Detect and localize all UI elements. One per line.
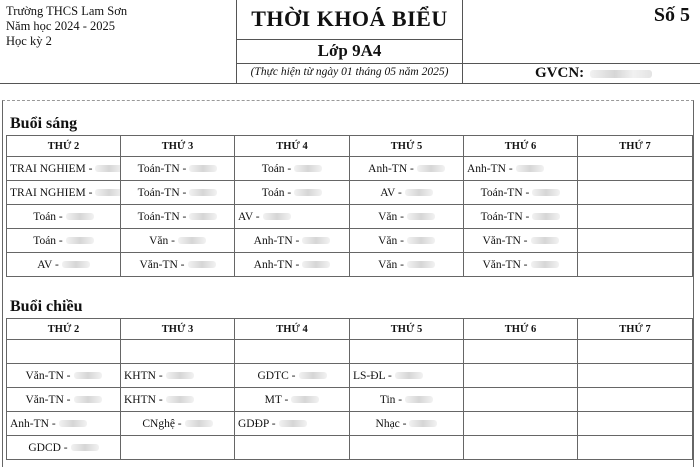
lesson-cell: Toán-TN - xyxy=(464,181,578,205)
lesson-cell: AV - xyxy=(350,181,464,205)
lesson-cell: TRAI NGHIEM - xyxy=(7,181,121,205)
day-header: THỨ 6 xyxy=(464,136,578,157)
afternoon-table xyxy=(6,318,693,460)
day-header: THỨ 2 xyxy=(7,136,121,157)
lesson-cell xyxy=(464,436,578,460)
lesson-cell: Văn-TN - xyxy=(464,229,578,253)
lesson-cell: Nhạc - xyxy=(350,412,464,436)
lesson-cell xyxy=(464,364,578,388)
lesson-cell xyxy=(578,340,693,364)
day-header: THỨ 4 xyxy=(235,136,350,157)
morning-session-label: Buổi sáng xyxy=(10,115,78,132)
lesson-cell: Toán - xyxy=(235,157,350,181)
afternoon-session-label: Buổi chiều xyxy=(10,298,83,315)
day-header: THỨ 7 xyxy=(578,319,693,340)
table-row xyxy=(7,157,693,181)
table-row xyxy=(7,436,693,460)
lesson-cell: Toán - xyxy=(235,181,350,205)
lesson-cell: LS-ĐL - xyxy=(350,364,464,388)
day-header: THỨ 7 xyxy=(578,136,693,157)
lesson-cell xyxy=(7,340,121,364)
table-row xyxy=(7,181,693,205)
lesson-cell: Toán-TN - xyxy=(121,205,235,229)
lesson-cell: AV - xyxy=(235,205,350,229)
homeroom-teacher xyxy=(535,65,652,82)
lesson-cell xyxy=(578,181,693,205)
lesson-cell xyxy=(464,412,578,436)
lesson-cell: CNghệ - xyxy=(121,412,235,436)
timetable-meta xyxy=(463,0,700,84)
day-header: THỨ 6 xyxy=(464,319,578,340)
lesson-cell: Tin - xyxy=(350,388,464,412)
redacted-name xyxy=(590,70,652,78)
lesson-cell: MT - xyxy=(235,388,350,412)
lesson-cell xyxy=(578,205,693,229)
lesson-cell: Văn-TN - xyxy=(121,253,235,277)
lesson-cell: Anh-TN - xyxy=(464,157,578,181)
table-row xyxy=(7,229,693,253)
lesson-cell: AV - xyxy=(7,253,121,277)
lesson-cell: Toán-TN - xyxy=(464,205,578,229)
lesson-cell: Anh-TN - xyxy=(7,412,121,436)
lesson-cell xyxy=(350,340,464,364)
lesson-cell: Văn - xyxy=(121,229,235,253)
morning-table xyxy=(6,135,693,277)
morning-header-row xyxy=(7,136,693,157)
lesson-cell: Văn-TN - xyxy=(7,388,121,412)
timetable-number: Số 5 xyxy=(653,4,690,26)
table-row xyxy=(7,388,693,412)
lesson-cell: Văn - xyxy=(350,205,464,229)
lesson-cell: Toán-TN - xyxy=(121,181,235,205)
lesson-cell xyxy=(464,340,578,364)
lesson-cell: Văn - xyxy=(350,229,464,253)
lesson-cell xyxy=(578,436,693,460)
lesson-cell: Anh-TN - xyxy=(235,229,350,253)
day-header: THỨ 4 xyxy=(235,319,350,340)
lesson-cell xyxy=(235,436,350,460)
school-term: Học kỳ 2 xyxy=(6,34,52,48)
lesson-cell: GDTC - xyxy=(235,364,350,388)
table-row xyxy=(7,364,693,388)
table-row xyxy=(7,340,693,364)
lesson-cell: Anh-TN - xyxy=(235,253,350,277)
page-title: THỜI KHOÁ BIỂU xyxy=(251,6,448,31)
lesson-cell xyxy=(235,340,350,364)
lesson-cell xyxy=(578,388,693,412)
school-info xyxy=(0,0,237,84)
lesson-cell: Toán-TN - xyxy=(121,157,235,181)
lesson-cell: Toán - xyxy=(7,205,121,229)
timetable-heading xyxy=(237,0,463,84)
lesson-cell: KHTN - xyxy=(121,364,235,388)
class-name: Lớp 9A4 xyxy=(317,41,382,60)
lesson-cell xyxy=(121,436,235,460)
school-name: Trường THCS Lam Sơn xyxy=(6,4,128,18)
table-row xyxy=(7,205,693,229)
effective-date: (Thực hiện từ ngày 01 tháng 05 năm 2025) xyxy=(250,66,449,78)
day-header: THỨ 3 xyxy=(121,319,235,340)
table-row xyxy=(7,253,693,277)
lesson-cell xyxy=(578,157,693,181)
lesson-cell xyxy=(578,364,693,388)
lesson-cell xyxy=(464,388,578,412)
table-row xyxy=(7,412,693,436)
lesson-cell xyxy=(350,436,464,460)
lesson-cell: Văn-TN - xyxy=(464,253,578,277)
lesson-cell: Anh-TN - xyxy=(350,157,464,181)
lesson-cell: KHTN - xyxy=(121,388,235,412)
lesson-cell xyxy=(578,412,693,436)
lesson-cell xyxy=(578,229,693,253)
homeroom-teacher-label: GVCN: xyxy=(535,65,585,81)
lesson-cell: Toán - xyxy=(7,229,121,253)
lesson-cell xyxy=(121,340,235,364)
day-header: THỨ 2 xyxy=(7,319,121,340)
lesson-cell: GDĐP - xyxy=(235,412,350,436)
lesson-cell xyxy=(578,253,693,277)
lesson-cell: TRAI NGHIEM - xyxy=(7,157,121,181)
lesson-cell: Văn-TN - xyxy=(7,364,121,388)
day-header: THỨ 5 xyxy=(350,319,464,340)
day-header: THỨ 5 xyxy=(350,136,464,157)
lesson-cell: GDCD - xyxy=(7,436,121,460)
day-header: THỨ 3 xyxy=(121,136,235,157)
afternoon-header-row xyxy=(7,319,693,340)
school-year: Năm học 2024 - 2025 xyxy=(6,19,116,33)
lesson-cell: Văn - xyxy=(350,253,464,277)
